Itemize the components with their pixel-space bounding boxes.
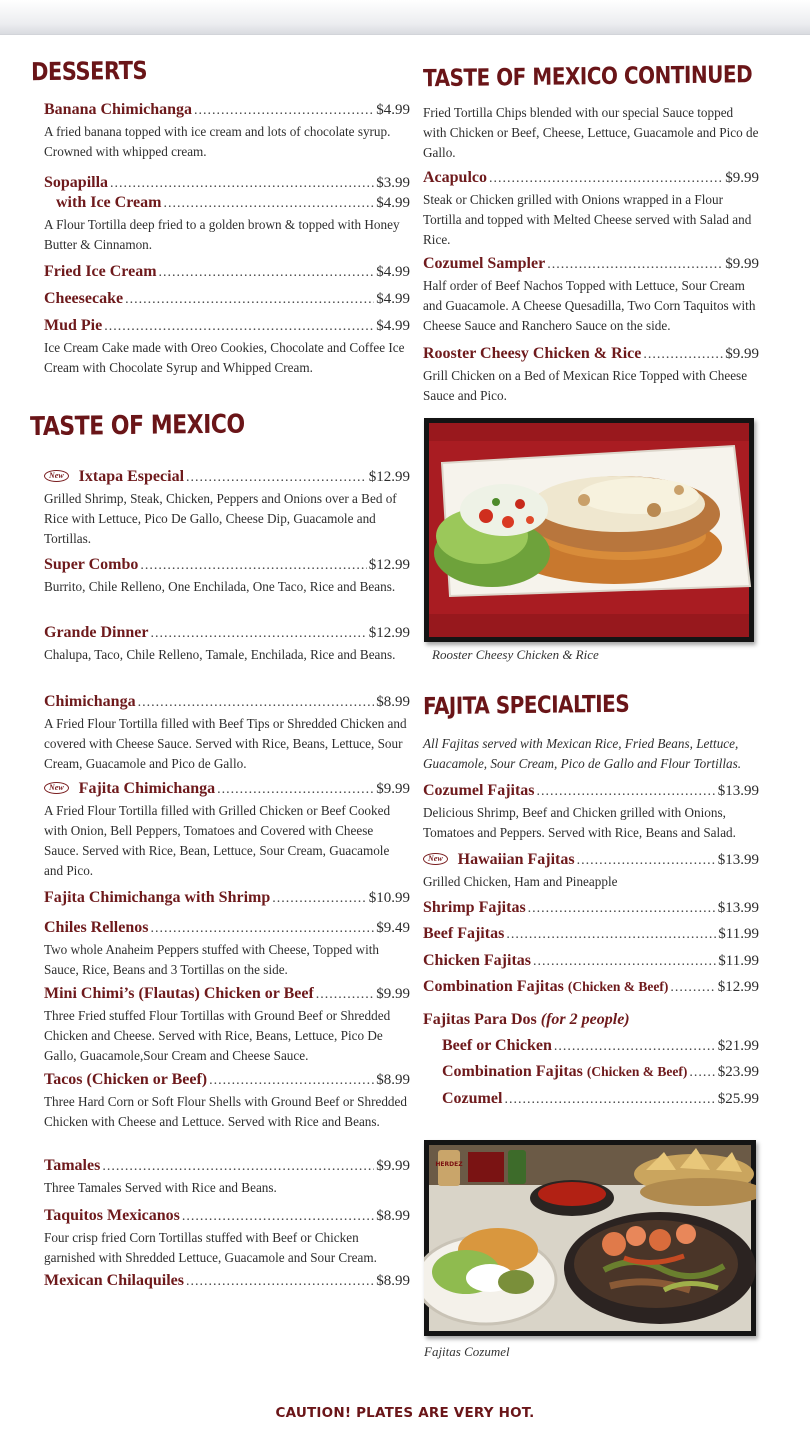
item-description: Two whole Anaheim Peppers stuffed with Cheese, Topped with Sauce, Rice, Beans and 3 Tortillas on the side. <box>44 942 379 977</box>
price: $21.99 <box>717 1038 759 1054</box>
menu-item-tamales: Tamales ..... $9.99 Three Tamales Served with Rice and Beans. <box>44 1156 410 1198</box>
menu-item-grande-dinner: Grande Dinner ..... $12.99 Chalupa, Taco, Chile Relleno, Tamale, Enchilada, Rice and Beans. <box>44 623 410 665</box>
item-description: A fried banana topped with ice cream and lots of chocolate syrup. Crowned with whipped cream. <box>44 124 391 159</box>
salsa-jar-label: HERDEZ <box>435 1161 463 1168</box>
fajitas-para-dos-heading: Fajitas Para Dos (for 2 people) <box>423 1011 630 1028</box>
menu-item-mud-pie: Mud Pie ..... $4.99 Ice Cream Cake made with Oreo Cookies, Chocolate and Coffee Ice Cream with Chocolate Syrup and Whipped Cream. <box>44 316 410 378</box>
price: $3.99 <box>376 175 410 191</box>
item-description: A Fried Flour Tortilla filled with Beef Tips or Shredded Chicken and covered with Cheese Sauce. Served with Rice, Beans, Lettuce, Sour Cream, Guacamole and Pico de Gallo. <box>44 716 407 771</box>
new-badge: New <box>423 853 448 865</box>
menu-item-tacos: Tacos (Chicken or Beef) ..... $8.99 Three Hard Corn or Soft Flour Shells with Ground Beef or Shredded Chicken with Cheese and Lettuce. Served with Rice and Beans. <box>44 1070 410 1132</box>
caution-notice: CAUTION! PLATES ARE VERY HOT. <box>275 1405 535 1421</box>
menu-item-acapulco: Acapulco ..... $9.99 Steak or Chicken grilled with Onions wrapped in a Flour Tortilla and topped with Melted Cheese served with Salad and Rice. <box>423 168 759 250</box>
item-description: Chalupa, Taco, Chile Relleno, Tamale, Enchilada, Rice and Beans. <box>44 647 396 662</box>
item-description: Four crisp fried Corn Tortillas stuffed with Beef or Chicken garnished with Shredded Lettuce, Guacamole and Sour Cream. <box>44 1230 377 1265</box>
item-description: Three Hard Corn or Soft Flour Shells with Ground Beef or Shredded Chicken with Cheese and Lettuce. Served with Rice and Beans. <box>44 1094 407 1129</box>
menu-item-sopapilla: Sopapilla ..... $3.99 <box>44 173 410 194</box>
price: $12.99 <box>717 979 759 995</box>
menu-item-fried-ice-cream: Fried Ice Cream ..... $4.99 <box>44 262 410 283</box>
price: $4.99 <box>376 264 410 280</box>
price: $9.99 <box>376 781 410 797</box>
new-badge: New <box>44 782 69 794</box>
menu-item-combination-fajitas: Combination Fajitas (Chicken & Beef) ..... $12.99 <box>423 977 759 998</box>
food-plate-image <box>424 418 754 642</box>
item-description: Three Fried stuffed Flour Tortillas with Ground Beef or Shredded Chicken and Cheese. Served with Rice, Beans, Lettuce, Pico De Gallo, Guacamole,Sour Cream and Cheese Sauce. <box>44 1008 391 1063</box>
price: $8.99 <box>376 1208 410 1224</box>
price: $9.49 <box>376 920 410 936</box>
menu-item-cozumel-sampler: Cozumel Sampler ..... $9.99 Half order of Beef Nachos Topped with Lettuce, Sour Cream and Guacamole. A Cheese Quesadilla, Two Corn Taquitos with Cheese Sauce and Ranchero Sauce on the side. <box>423 254 759 336</box>
taste-of-mexico-title: TASTE OF MEXICO <box>29 410 245 443</box>
item-description: Half order of Beef Nachos Topped with Lettuce, Sour Cream and Guacamole. A Cheese Quesadilla, Two Corn Taquitos with Cheese Sauce and Ranchero Sauce on the side. <box>423 278 756 333</box>
continued-intro: Fried Tortilla Chips blended with our special Sauce topped with Chicken or Beef, Cheese, Lettuce, Guacamole and Pico de Gallo. <box>423 105 759 160</box>
price: $9.99 <box>725 346 759 362</box>
menu-item-mexican-chilaquiles: Mexican Chilaquiles ..... $8.99 <box>44 1271 410 1292</box>
price: $25.99 <box>717 1091 759 1107</box>
price: $4.99 <box>376 291 410 307</box>
menu-item-cozumel-fajitas: Cozumel Fajitas ..... $13.99 Delicious Shrimp, Beef and Chicken grilled with Onions, Tomatoes and Peppers. Served with Rice, Beans and Salad. <box>423 781 759 843</box>
menu-item-ixtapa-especial: New Ixtapa Especial ..... $12.99 Grilled Shrimp, Steak, Chicken, Peppers and Onions over a Bed of Rice with Lettuce, Pico De Gallo, Cheese Dip, Guacamole and Tortillas. <box>44 467 410 549</box>
menu-item-banana-chimichanga: Banana Chimichanga ..... $4.99 A fried banana topped with ice cream and lots of chocolate syrup. Crowned with whipped cream. <box>44 100 410 162</box>
new-badge: New <box>44 470 69 482</box>
item-description: Steak or Chicken grilled with Onions wrapped in a Flour Tortilla and topped with Melted Cheese served with Salad and Rice. <box>423 192 752 247</box>
photo-caption: Fajitas Cozumel <box>424 1344 510 1359</box>
price: $13.99 <box>717 783 759 799</box>
menu-item-super-combo: Super Combo ..... $12.99 Burrito, Chile Relleno, One Enchilada, One Taco, Rice and Beans. <box>44 555 410 597</box>
menu-item-shrimp-fajitas: Shrimp Fajitas ..... $13.99 <box>423 898 759 919</box>
price: $4.99 <box>376 195 410 211</box>
menu-item-para-dos-cozumel: Cozumel ..... $25.99 <box>442 1089 759 1110</box>
price: $23.99 <box>717 1064 759 1080</box>
menu-item-mini-chimis: Mini Chimi’s (Flautas) Chicken or Beef ..... $9.99 Three Fried stuffed Flour Tortillas with Ground Beef or Shredded Chicken and Cheese. Served with Rice, Beans, Lettuce, Pico De Gallo, Guacamole,Sour Cream and Cheese Sauce. <box>44 984 410 1066</box>
photo-caption: Rooster Cheesy Chicken & Rice <box>432 647 599 662</box>
price: $8.99 <box>376 694 410 710</box>
item-description: Grilled Chicken, Ham and Pineapple <box>423 874 618 889</box>
menu-item-hawaiian-fajitas: New Hawaiian Fajitas ..... $13.99 Grilled Chicken, Ham and Pineapple <box>423 850 759 892</box>
menu-item-fajita-chimichanga: New Fajita Chimichanga ..... $9.99 A Fried Flour Tortilla filled with Grilled Chicken or Beef Cooked with Onion, Bell Peppers, Tomatoes and Covered with Cheese Sauce. Served with Rice, Bean, Lettuce, Sour Cream, Guacamole and Pico. <box>44 779 410 881</box>
price: $9.99 <box>725 170 759 186</box>
item-description: Three Tamales Served with Rice and Beans. <box>44 1180 277 1195</box>
price: $10.99 <box>368 890 410 906</box>
fajitas-cozumel-photo <box>424 1140 756 1336</box>
price: $9.99 <box>376 1158 410 1174</box>
price: $12.99 <box>368 625 410 641</box>
desserts-title: DESSERTS <box>30 56 148 87</box>
fajitas-image <box>424 1140 756 1336</box>
menu-item-beef-fajitas: Beef Fajitas ..... $11.99 <box>423 924 759 945</box>
price: $11.99 <box>718 926 759 942</box>
fajita-specialties-title: FAJITA SPECIALTIES <box>422 689 630 721</box>
menu-item-para-dos-beef-chicken: Beef or Chicken ..... $21.99 <box>442 1036 759 1057</box>
price: $4.99 <box>376 318 410 334</box>
price: $13.99 <box>717 900 759 916</box>
menu-item-chicken-fajitas: Chicken Fajitas ..... $11.99 <box>423 951 759 972</box>
item-note: (Chicken & Beef) <box>586 1064 688 1079</box>
menu-item-fajita-chimichanga-shrimp: Fajita Chimichanga with Shrimp ..... $10.99 <box>44 888 410 909</box>
menu-item-para-dos-combination: Combination Fajitas (Chicken & Beef) ..... $23.99 <box>442 1062 759 1083</box>
price: $12.99 <box>368 557 410 573</box>
menu-item-sopapilla-ice-cream: with Ice Cream ..... $4.99 <box>56 193 410 214</box>
para-dos-note: (for 2 people) <box>540 1011 630 1028</box>
menu-item-cheesecake: Cheesecake ..... $4.99 <box>44 289 410 310</box>
price: $12.99 <box>368 469 410 485</box>
price: $8.99 <box>376 1072 410 1088</box>
price: $8.99 <box>376 1273 410 1289</box>
item-description: Delicious Shrimp, Beef and Chicken grilled with Onions, Tomatoes and Peppers. Served with Rice, Beans and Salad. <box>423 805 736 840</box>
price: $11.99 <box>718 953 759 969</box>
item-note: (Chicken & Beef) <box>567 979 669 994</box>
item-description: A Fried Flour Tortilla filled with Grilled Chicken or Beef Cooked with Onion, Bell Peppers, Tomatoes and Covered with Cheese Sauce. Served with Rice, Bean, Lettuce, Sour Cream, Guacamole and Pico. <box>44 803 391 878</box>
taste-continued-title: TASTE OF MEXICO CONTINUED <box>422 59 753 93</box>
top-bar <box>0 0 810 35</box>
price: $9.99 <box>725 256 759 272</box>
item-description: Grilled Shrimp, Steak, Chicken, Peppers and Onions over a Bed of Rice with Lettuce, Pico De Gallo, Cheese Dip, Guacamole and Tortillas. <box>44 491 397 546</box>
item-description: Ice Cream Cake made with Oreo Cookies, Chocolate and Coffee Ice Cream with Chocolate Syrup and Whipped Cream. <box>44 340 405 375</box>
menu-item-chiles-rellenos: Chiles Rellenos ..... $9.49 Two whole Anaheim Peppers stuffed with Cheese, Topped with Sauce, Rice, Beans and 3 Tortillas on the side. <box>44 918 410 980</box>
rooster-cheesy-chicken-photo <box>424 418 754 642</box>
item-description: A Flour Tortilla deep fried to a golden brown & topped with Honey Butter & Cinnamon. <box>44 217 400 252</box>
menu-item-chimichanga: Chimichanga ..... $8.99 A Fried Flour Tortilla filled with Beef Tips or Shredded Chicken and covered with Cheese Sauce. Served with Rice, Beans, Lettuce, Sour Cream, Guacamole and Pico de Gallo. <box>44 692 410 774</box>
menu-item-rooster-cheesy-chicken: Rooster Cheesy Chicken & Rice ..... $9.99 Grill Chicken on a Bed of Mexican Rice Topped with Cheese Sauce and Pico. <box>423 344 759 406</box>
price: $13.99 <box>717 852 759 868</box>
item-description: Burrito, Chile Relleno, One Enchilada, One Taco, Rice and Beans. <box>44 579 396 594</box>
menu-item-taquitos-mexicanos: Taquitos Mexicanos ..... $8.99 Four crisp fried Corn Tortillas stuffed with Beef or Chicken garnished with Shredded Lettuce, Guacamole and Sour Cream. <box>44 1206 410 1268</box>
fajitas-intro: All Fajitas served with Mexican Rice, Fried Beans, Lettuce, Guacamole, Sour Cream, Pico de Gallo and Flour Tortillas. <box>423 736 742 771</box>
item-description: Grill Chicken on a Bed of Mexican Rice Topped with Cheese Sauce and Pico. <box>423 368 748 403</box>
price: $4.99 <box>376 102 410 118</box>
price: $9.99 <box>376 986 410 1002</box>
